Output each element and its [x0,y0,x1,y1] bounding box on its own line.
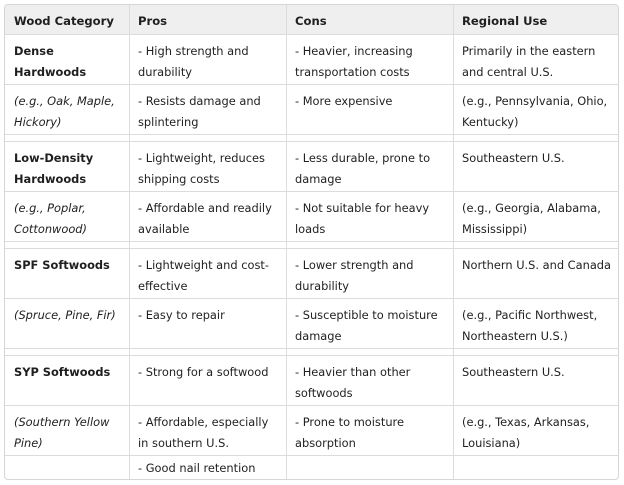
row-divider [5,455,618,456]
header-pros: Pros [138,14,168,28]
category-cell: (e.g., Poplar, Cottonwood) [14,201,87,236]
cons-cell: - Prone to moisture absorption [295,415,404,450]
category-cell: SPF Softwoods [14,258,110,272]
region-cell: Southeastern U.S. [462,365,565,379]
region-cell: (e.g., Pennsylvania, Ohio, Kentucky) [462,94,608,129]
table-row [5,191,618,241]
row-divider [5,141,618,142]
column-divider [129,5,130,479]
row-divider [5,34,618,35]
cons-cell: - Heavier than other softwoods [295,365,411,400]
table-row [5,84,618,134]
pros-cell: - Good nail retention [138,461,256,475]
region-cell: (e.g., Pacific Northwest, Northeastern U.S.) [462,308,598,343]
header-regional-use: Regional Use [462,14,548,28]
region-cell: Primarily in the eastern and central U.S. [462,44,596,79]
cons-cell: - Susceptible to moisture damage [295,308,438,343]
category-cell: Low-Density Hardwoods [14,151,94,186]
row-divider [5,191,618,192]
pros-cell: - Lightweight and cost-effective [138,258,269,293]
region-cell: Northern U.S. and Canada [462,258,612,272]
cons-cell: - Heavier, increasing transportation costs [295,44,413,79]
row-divider [5,348,618,349]
region-cell: (e.g., Georgia, Alabama, Mississippi) [462,201,601,236]
comparison-table [4,4,619,480]
pros-cell: - Easy to repair [138,308,225,322]
pros-cell: - Affordable and readily available [138,201,272,236]
pros-cell: - Lightweight, reduces shipping costs [138,151,265,186]
row-divider [5,355,618,356]
cons-cell: - Less durable, prone to damage [295,151,431,186]
category-cell: (e.g., Oak, Maple, Hickory) [14,94,115,129]
table-row [5,248,618,298]
row-divider [5,241,618,242]
header-wood-category: Wood Category [14,14,114,28]
table-row [5,455,618,480]
cons-cell: - More expensive [295,94,393,108]
table-row [5,141,618,191]
region-cell: (e.g., Texas, Arkansas, Louisiana) [462,415,590,450]
category-cell: SYP Softwoods [14,365,111,379]
pros-cell: - Resists damage and splintering [138,94,261,129]
cons-cell: - Not suitable for heavy loads [295,201,430,236]
pros-cell: - Affordable, especially in southern U.S. [138,415,269,450]
cons-cell: - Lower strength and durability [295,258,414,293]
column-divider [453,5,454,479]
row-divider [5,84,618,85]
pros-cell: - High strength and durability [138,44,249,79]
table-header-row [5,5,618,34]
table-row [5,298,618,348]
header-cons: Cons [295,14,327,28]
row-divider [5,248,618,249]
table-row [5,34,618,84]
row-divider [5,134,618,135]
table-row [5,355,618,405]
category-cell: (Spruce, Pine, Fir) [14,308,116,322]
category-cell: Dense Hardwoods [14,44,87,79]
row-divider [5,405,618,406]
column-divider [286,5,287,479]
category-cell: (Southern Yellow Pine) [14,415,110,450]
pros-cell: - Strong for a softwood [138,365,269,379]
table-row [5,405,618,455]
row-divider [5,298,618,299]
region-cell: Southeastern U.S. [462,151,565,165]
